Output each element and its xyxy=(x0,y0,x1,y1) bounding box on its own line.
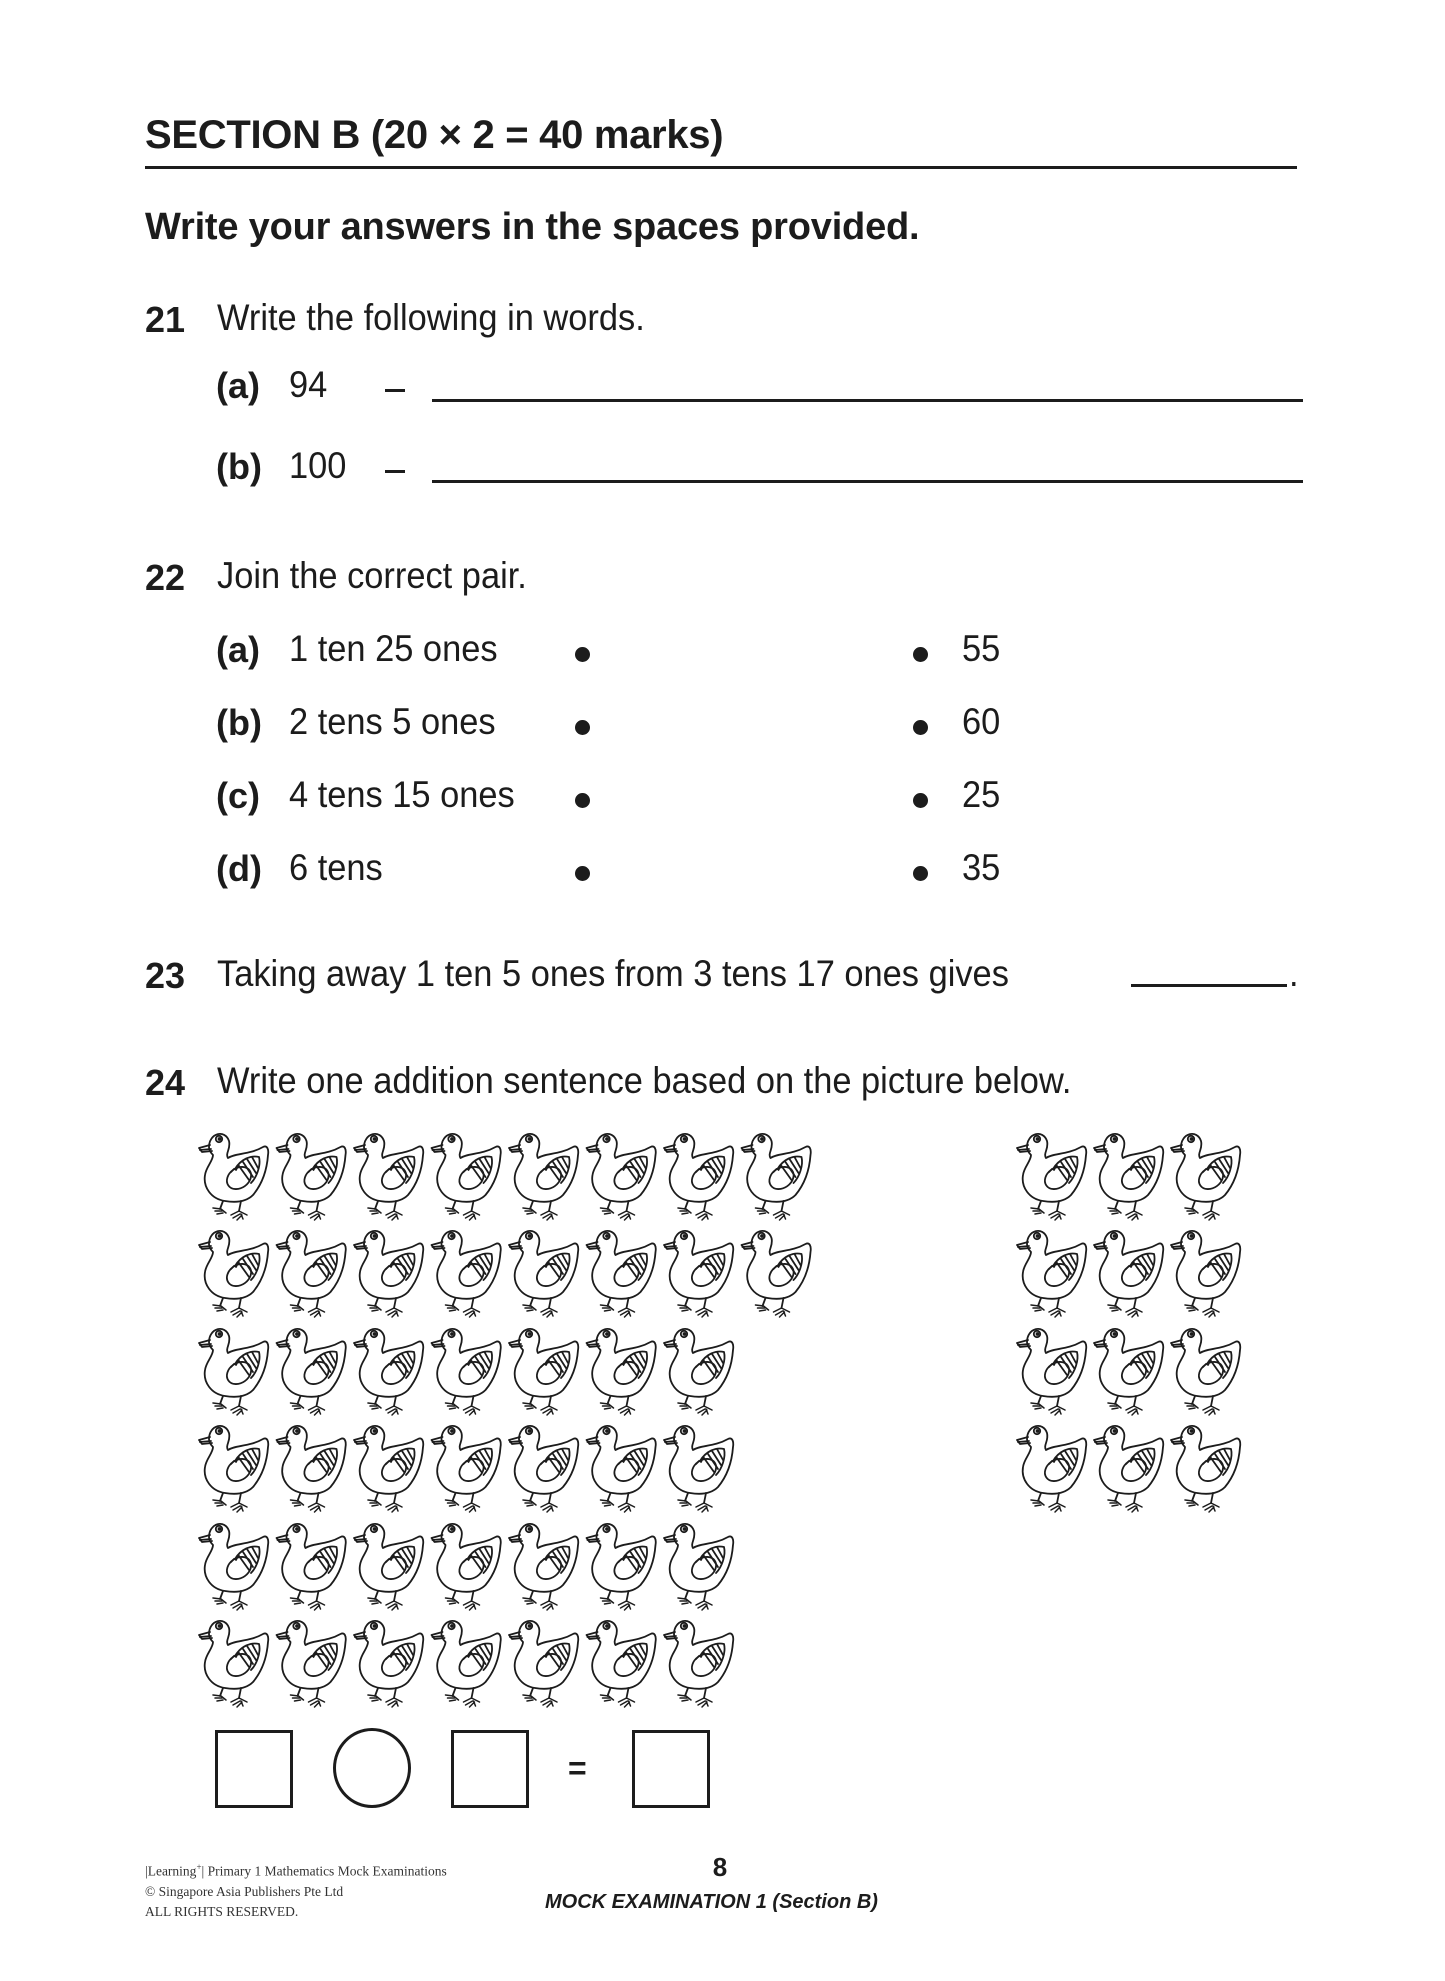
pair-label: (b) xyxy=(216,702,262,743)
part-value: 100 xyxy=(289,445,347,486)
pair-label: (c) xyxy=(216,775,260,816)
pair-left-text: 4 tens 15 ones xyxy=(289,774,515,815)
question-text: Taking away 1 ten 5 ones from 3 tens 17 ones gives xyxy=(217,953,1009,994)
question-text: Write the following in words. xyxy=(217,297,645,338)
question-number: 22 xyxy=(145,557,186,598)
rights-line: ALL RIGHTS RESERVED. xyxy=(145,1903,299,1919)
equation-result-box[interactable] xyxy=(632,1730,710,1808)
pair-label: (a) xyxy=(216,629,260,670)
equals-sign: = xyxy=(568,1750,587,1786)
equation-box-2[interactable] xyxy=(451,1730,529,1808)
period: . xyxy=(1289,953,1299,994)
pair-label: (d) xyxy=(216,848,262,889)
copyright-line: © Singapore Asia Publishers Pte Ltd xyxy=(145,1883,344,1899)
page-number: 8 xyxy=(712,1852,728,1882)
left-duck-group xyxy=(199,1134,811,1707)
pair-left-text: 6 tens xyxy=(289,847,383,888)
pair-right-value: 60 xyxy=(962,701,1001,742)
question-number: 24 xyxy=(145,1062,186,1103)
pair-right-value: 25 xyxy=(962,774,1001,815)
question-text: Write one addition sentence based on the picture below. xyxy=(217,1060,1072,1101)
question-number: 21 xyxy=(145,299,186,340)
pair-left-text: 1 ten 25 ones xyxy=(289,628,498,669)
equation-box-1[interactable] xyxy=(215,1730,293,1808)
right-duck-group xyxy=(1017,1134,1240,1512)
part-value: 94 xyxy=(289,364,328,405)
publication-title: |Learning+| Primary 1 Mathematics Mock Examinations xyxy=(145,1862,447,1879)
copyright-block xyxy=(145,1857,447,1922)
part-label: (b) xyxy=(216,446,262,487)
question-number: 23 xyxy=(145,955,186,996)
pair-right-value: 55 xyxy=(962,628,1001,669)
section-title: SECTION B (20 × 2 = 40 marks) xyxy=(145,113,724,157)
instructions: Write your answers in the spaces provided. xyxy=(145,206,920,248)
pair-left-text: 2 tens 5 ones xyxy=(289,701,496,742)
part-label: (a) xyxy=(216,365,260,406)
operator-circle[interactable] xyxy=(333,1728,411,1808)
question-text: Join the correct pair. xyxy=(217,555,527,596)
pair-right-value: 35 xyxy=(962,847,1001,888)
exam-label: MOCK EXAMINATION 1 (Section B) xyxy=(545,1891,878,1913)
